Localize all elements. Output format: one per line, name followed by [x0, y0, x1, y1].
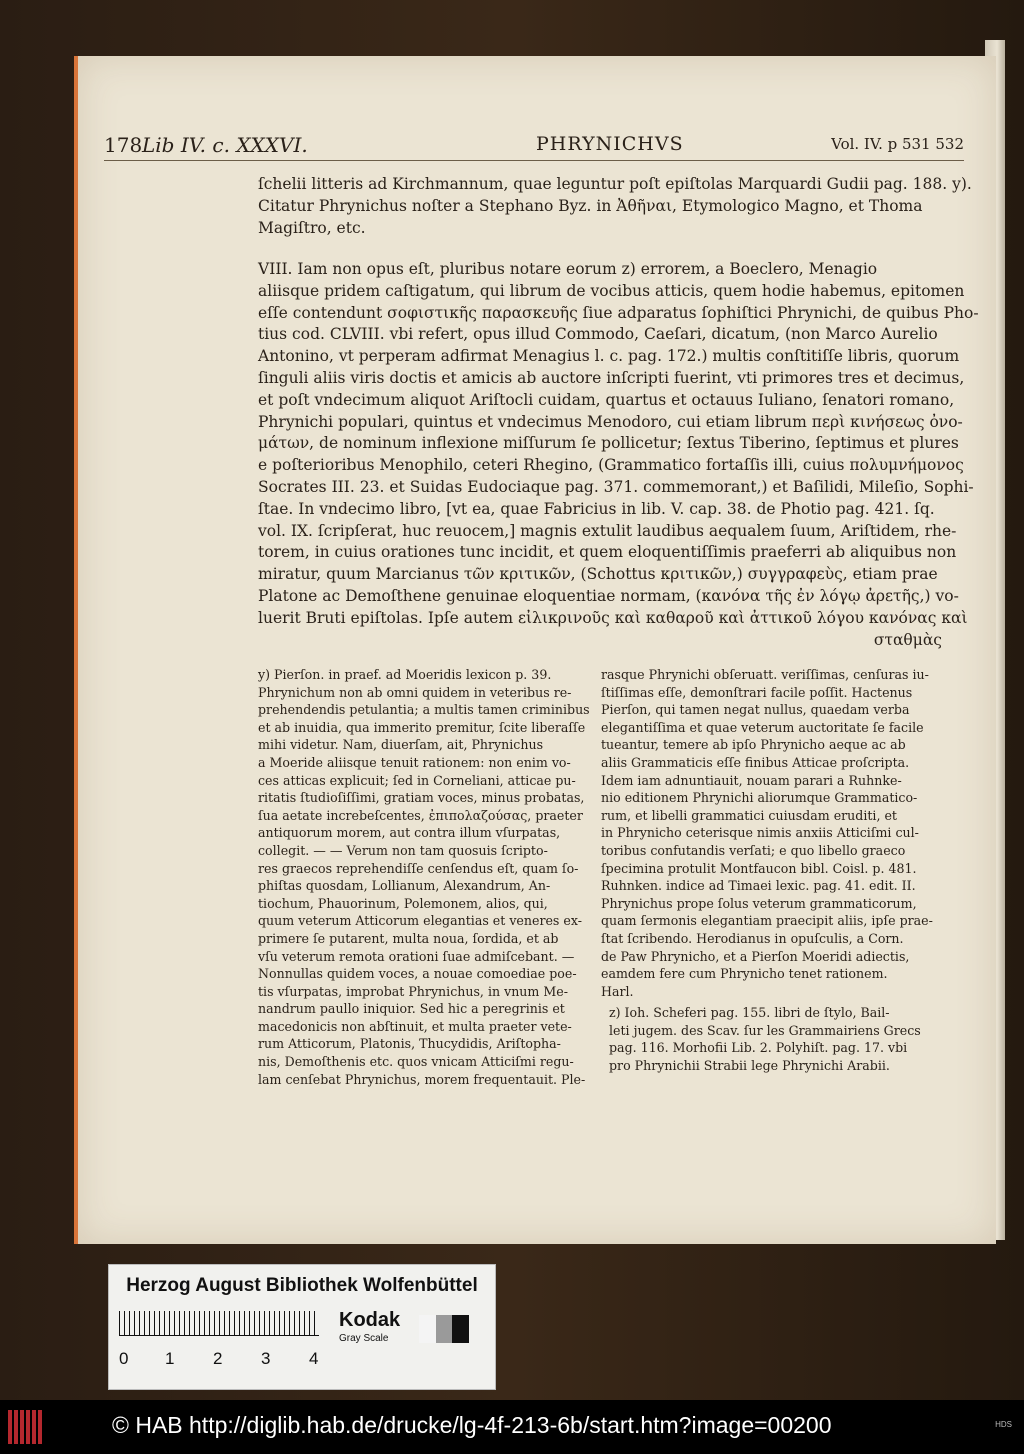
footnote-line: phiſtas quosdam, Lollianum, Alexandrum, An-: [258, 878, 551, 894]
footnote-line: in Phrynicho ceterisque nimis anxiis Atticiſmi cul-: [601, 825, 919, 841]
text-line: e poſterioribus Menophilo, ceteri Rhegino, (Grammatico fortaſſis illi, cuius πολυμνήμονος: [258, 456, 964, 475]
footer-bar: [0, 1400, 1024, 1454]
footnote-line: leti jugem. des Scav. ſur les Grammairiens Grecs: [609, 1022, 921, 1038]
footnote-line: ſua aetate increbeſcentes, ἐπιπολαζούσας, praeter: [258, 807, 583, 823]
footnote-line: quam ſermonis elegantiam praecipit aliis, ipſe prae-: [601, 913, 933, 929]
footnote-line: z) Ioh. Scheferi pag. 155. libri de ſtylo, Bail-: [609, 1005, 890, 1020]
color-target-card: [108, 1264, 496, 1390]
footer-mark: HDS: [995, 1420, 1012, 1429]
footnote-line: Harl.: [601, 983, 634, 999]
text-line: torem, in cuius orationes tunc incidit, et quem eloquentiſſimis praeferri ab aliquibus non: [258, 543, 957, 562]
footnote-line: Phrynichum non ab omni quidem in veteribus re-: [258, 684, 572, 700]
paragraph-2: [258, 259, 979, 651]
text-line: ſtae. In vndecimo libro, [vt ea, quae Fabricius in lib. V. cap. 38. de Photio pag. 421. ſq.: [258, 499, 935, 518]
footnote-line: ritatis ſtudioſiſſimi, gratiam voces, minus probatas,: [258, 790, 585, 806]
footnote-line: et ab inuidia, qua immerito premitur, ſcite liberaſſe: [258, 719, 586, 735]
footnote-line: toribus confutandis verſati; e quo libello graeco: [601, 842, 906, 858]
gray-swatch: [419, 1315, 436, 1343]
text-line: eſſe contendunt σοφιστικῆς παρασκευῆς ſiue adparatus ſophiſtici Phrynichi, de quibus Pho-: [258, 303, 979, 322]
text-line: Platone ac Demoſthene genuinae eloquentiae normam, (κανόνα τῆς ἐν λόγῳ ἀρετῆς,) vo-: [258, 586, 959, 605]
text-line: tius cod. CLVIII. vbi refert, opus illud Commodo, Caeſari, dicatum, (non Marco Aurelio: [258, 325, 938, 344]
text-line: Citatur Phrynichus noſter a Stephano Byz. in Ἀθῆναι, Etymologico Magno, et Thoma: [258, 196, 923, 215]
scale-number: 1: [165, 1349, 175, 1368]
footnote-line: ſpecimina protulit Montfaucon bibl. Coisl. p. 481.: [601, 860, 917, 876]
footnote-line: lam cenſebat Phrynichus, morem frequentauit. Ple-: [258, 1071, 586, 1087]
text-line: ſinguli aliis viris doctis et amicis ab auctore inſcripti fuerint, vti primores tres et decimus,: [258, 368, 965, 387]
volume-reference: Vol. IV. p 531 532: [831, 135, 964, 153]
gray-scale-label: Gray Scale: [339, 1333, 389, 1344]
text-line: μάτων, de nominum inflexione miſſurum ſe pollicetur; ſextus Tiberino, ſeptimus et plures: [258, 434, 959, 453]
footnote-line: pro Phrynichii Strabii lege Phrynichi Arabii.: [609, 1057, 890, 1073]
footnote-line: rum, et libelli grammatici cuiusdam eruditi, et: [601, 807, 897, 823]
footnote-line: pag. 116. Morhofii Lib. 2. Polyhiſt. pag. 17. vbi: [609, 1040, 908, 1056]
footnote-line: rasque Phrynichi obſeruatt. veriſſimas, cenſuras iu-: [601, 667, 929, 682]
library-name: Herzog August Bibliothek Wolfenbüttel: [126, 1275, 478, 1296]
footnote-line: res graecos reprehendiſſe cenſendus eſt, quam ſo-: [258, 860, 579, 876]
paragraph-1: [258, 174, 972, 239]
gray-swatch: [452, 1315, 469, 1343]
footnote-line: elegantiſſima et quae veterum auctoritate ſe facile: [601, 719, 924, 735]
page-number: 178: [104, 133, 143, 157]
text-line: luerit Bruti epiſtolas. Ipſe autem εἰλικρινοῦς καὶ καθαροῦ καὶ ἀττικοῦ λόγου κανόνας καὶ: [258, 608, 968, 627]
footnote-y-continued: [601, 666, 945, 1000]
footnote-line: ſtiſſimas eſſe, demonſtrari facile poſſit. Hactenus: [601, 684, 913, 700]
footnote-line: antiquorum morem, aut contra illum vſurpatas,: [258, 825, 561, 841]
kodak-logo: Kodak: [339, 1309, 401, 1331]
text-line: et poſt vndecimum aliquot Ariſtocli cuidam, quartus et octauus Iuliano, ſenatori romano,: [258, 390, 955, 409]
scale-number: 2: [213, 1349, 223, 1368]
header-rule: [104, 160, 964, 161]
gray-scale-swatches: [419, 1315, 469, 1343]
running-head: PHRYNICHVS: [536, 133, 684, 155]
footnote-line: ces atticas explicuit; ſed in Corneliani, atticae pu-: [258, 772, 576, 788]
gray-swatch: [436, 1315, 453, 1343]
copyright-link[interactable]: © HAB http://diglib.hab.de/drucke/lg-4f-213-6b/start.htm?image=00200: [112, 1412, 832, 1438]
text-line: miratur, quum Marcianus τῶν κριτικῶν, (Schottus κριτικῶν,) συγγραφεὺς, etiam prae: [258, 565, 938, 584]
text-line: Phrynichi populari, quintus et vndecimus Menodoro, cui etiam librum περὶ κινήσεως ὀνο-: [258, 412, 963, 431]
scale-number: 3: [261, 1349, 271, 1368]
footnote-line: Phrynichus prope ſolus veterum grammaticorum,: [601, 895, 917, 911]
scale-number: 0: [119, 1349, 129, 1368]
footnote-line: tiochum, Phauorinum, Polemonem, alios, qui,: [258, 895, 548, 911]
page-header: [104, 133, 964, 163]
footnote-line: nis, Demoſthenis etc. quos vnicam Atticiſmi regu-: [258, 1054, 574, 1070]
footnote-y: [258, 666, 593, 1088]
text-line: ſchelii litteris ad Kirchmannum, quae leguntur poſt epiſtolas Marquardi Gudii pag. 188. y).: [258, 175, 972, 193]
text-line: vol. IX. ſcripſerat, huc reuocem,] magnis extulit laudibus aequalem ſuum, Ariſtidem, rhe-: [258, 521, 957, 540]
text-line: Antonino, vt perperam adfirmat Menagius l. c. pag. 172.) multis conſtitiſſe libris, quorum: [258, 347, 960, 366]
footnote-line: nandrum paullo iniquior. Sed hic a peregrinis et: [258, 1001, 565, 1017]
footnote-line: tis vſurpatas, improbat Phrynichus, in vnum Me-: [258, 983, 568, 999]
footnote-line: de Paw Phrynicho, et a Pierſon Moeridi adiectis,: [601, 948, 910, 964]
footnote-line: ſtat ſcribendo. Herodianus in opuſculis, a Corn.: [601, 930, 904, 946]
footnote-line: quum veterum Atticorum elegantias et veneres ex-: [258, 913, 582, 929]
footnote-line: prehendendis petulantia; a multis tamen criminibus: [258, 702, 590, 718]
footnote-line: Ruhnken. indice ad Timaei lexic. pag. 41. edit. II.: [601, 878, 916, 894]
footnote-line: Pierſon, qui tamen negat nullus, quaedam verba: [601, 702, 910, 718]
text-line: Socrates III. 23. et Suidas Eudociaque pag. 371. commemorant,) et Baſilidi, Mileſio, Sophi-: [258, 477, 974, 496]
footnote-z: [609, 1004, 945, 1074]
footnote-line: Idem iam adnuntiauit, nouam parari a Ruhnke-: [601, 772, 902, 788]
footnote-line: a Moeride aliisque tenuit rationem: non enim vo-: [258, 754, 571, 770]
footnote-line: nio editionem Phrynichi aliorumque Grammatico-: [601, 790, 918, 806]
footnote-line: tueantur, temere ab ipſo Phrynicho aeque ac ab: [601, 737, 906, 753]
scale-number: 4: [309, 1349, 319, 1368]
footnote-line: Nonnullas quidem voces, a nouae comoediae poe-: [258, 966, 577, 982]
hab-logo-icon: [8, 1410, 44, 1444]
footnote-line: macedonicis non abſtinuit, et multa praeter vete-: [258, 1018, 572, 1034]
footnote-line: rum Atticorum, Platonis, Thucydidis, Ariſtopha-: [258, 1036, 561, 1052]
footnote-line: eamdem fere cum Phrynicho tenet rationem.: [601, 966, 888, 982]
footnote-line: mihi videtur. Nam, diuerſam, ait, Phrynichus: [258, 737, 544, 753]
text-line: VIII. Iam non opus eſt, pluribus notare eorum z) errorem, a Boeclero, Menagio: [258, 260, 878, 278]
scale-ruler: [119, 1311, 319, 1336]
footnote-line: y) Pierſon. in praef. ad Moeridis lexicon p. 39.: [258, 667, 552, 682]
footnote-line: vſu veterum remota orationi ſuae admiſcebant. —: [258, 948, 575, 964]
chapter-reference: Lib IV. c. XXXVI.: [142, 133, 308, 157]
text-line: Magiſtro, etc.: [258, 218, 366, 237]
footnote-line: aliis Grammaticis eſſe finibus Atticae proſcripta.: [601, 754, 910, 770]
scale-numbers: [119, 1349, 329, 1373]
text-line: aliisque pridem caſtigatum, qui librum de vocibus atticis, quem hodie habemus, epitomen: [258, 281, 965, 300]
footnote-line: collegit. — — Verum non tam quosuis ſcripto-: [258, 842, 548, 858]
text-line: σταθμὰς: [873, 630, 942, 649]
footnote-line: primere ſe putarent, multa noua, ſordida, et ab: [258, 930, 559, 946]
